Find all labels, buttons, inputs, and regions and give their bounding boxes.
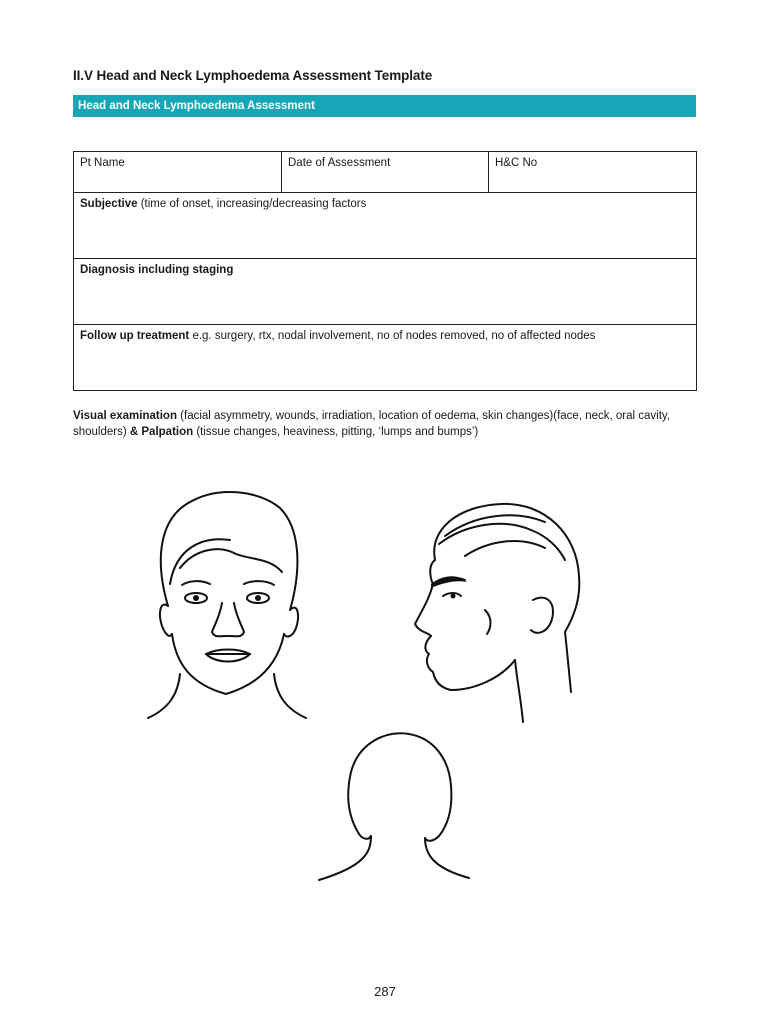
followup-label: Follow up treatment <box>80 330 190 342</box>
date-label: Date of Assessment <box>288 157 391 169</box>
pt-name-field[interactable] <box>74 152 282 193</box>
visual-exam-label: Visual examination <box>73 410 177 422</box>
palpation-text: (tissue changes, heaviness, pitting, ‘lumps and bumps’) <box>193 426 479 438</box>
diagnosis-field[interactable] <box>74 259 697 325</box>
visual-exam-text: (facial asymmetry, wounds, irradiation, location of oedema, skin changes)(face, neck, oral cavity, shoulders) <box>73 410 670 438</box>
assessment-form-table <box>73 151 697 391</box>
subjective-label: Subjective <box>80 198 138 210</box>
page-title: II.V Head and Neck Lymphoedema Assessment Template <box>73 68 433 83</box>
date-of-assessment-field[interactable] <box>282 152 489 193</box>
palpation-label: & Palpation <box>129 426 194 438</box>
followup-hint: e.g. surgery, rtx, nodal involvement, no of nodes removed, no of affected nodes <box>189 330 596 342</box>
hc-number-field[interactable] <box>489 152 697 193</box>
hc-label: H&C No <box>495 157 538 169</box>
back-view-head-icon <box>315 728 475 888</box>
front-view-head-icon <box>140 488 310 723</box>
subjective-field[interactable] <box>74 193 697 259</box>
pt-name-label: Pt Name <box>80 157 125 169</box>
diagnosis-label: Diagnosis including staging <box>80 264 234 276</box>
followup-field[interactable] <box>74 325 697 391</box>
subjective-hint: (time of onset, increasing/decreasing factors <box>137 198 367 210</box>
page-number: 287 <box>374 984 396 999</box>
side-profile-head-icon <box>405 500 585 725</box>
section-banner: Head and Neck Lymphoedema Assessment <box>73 95 696 117</box>
visual-examination-text <box>73 408 698 440</box>
